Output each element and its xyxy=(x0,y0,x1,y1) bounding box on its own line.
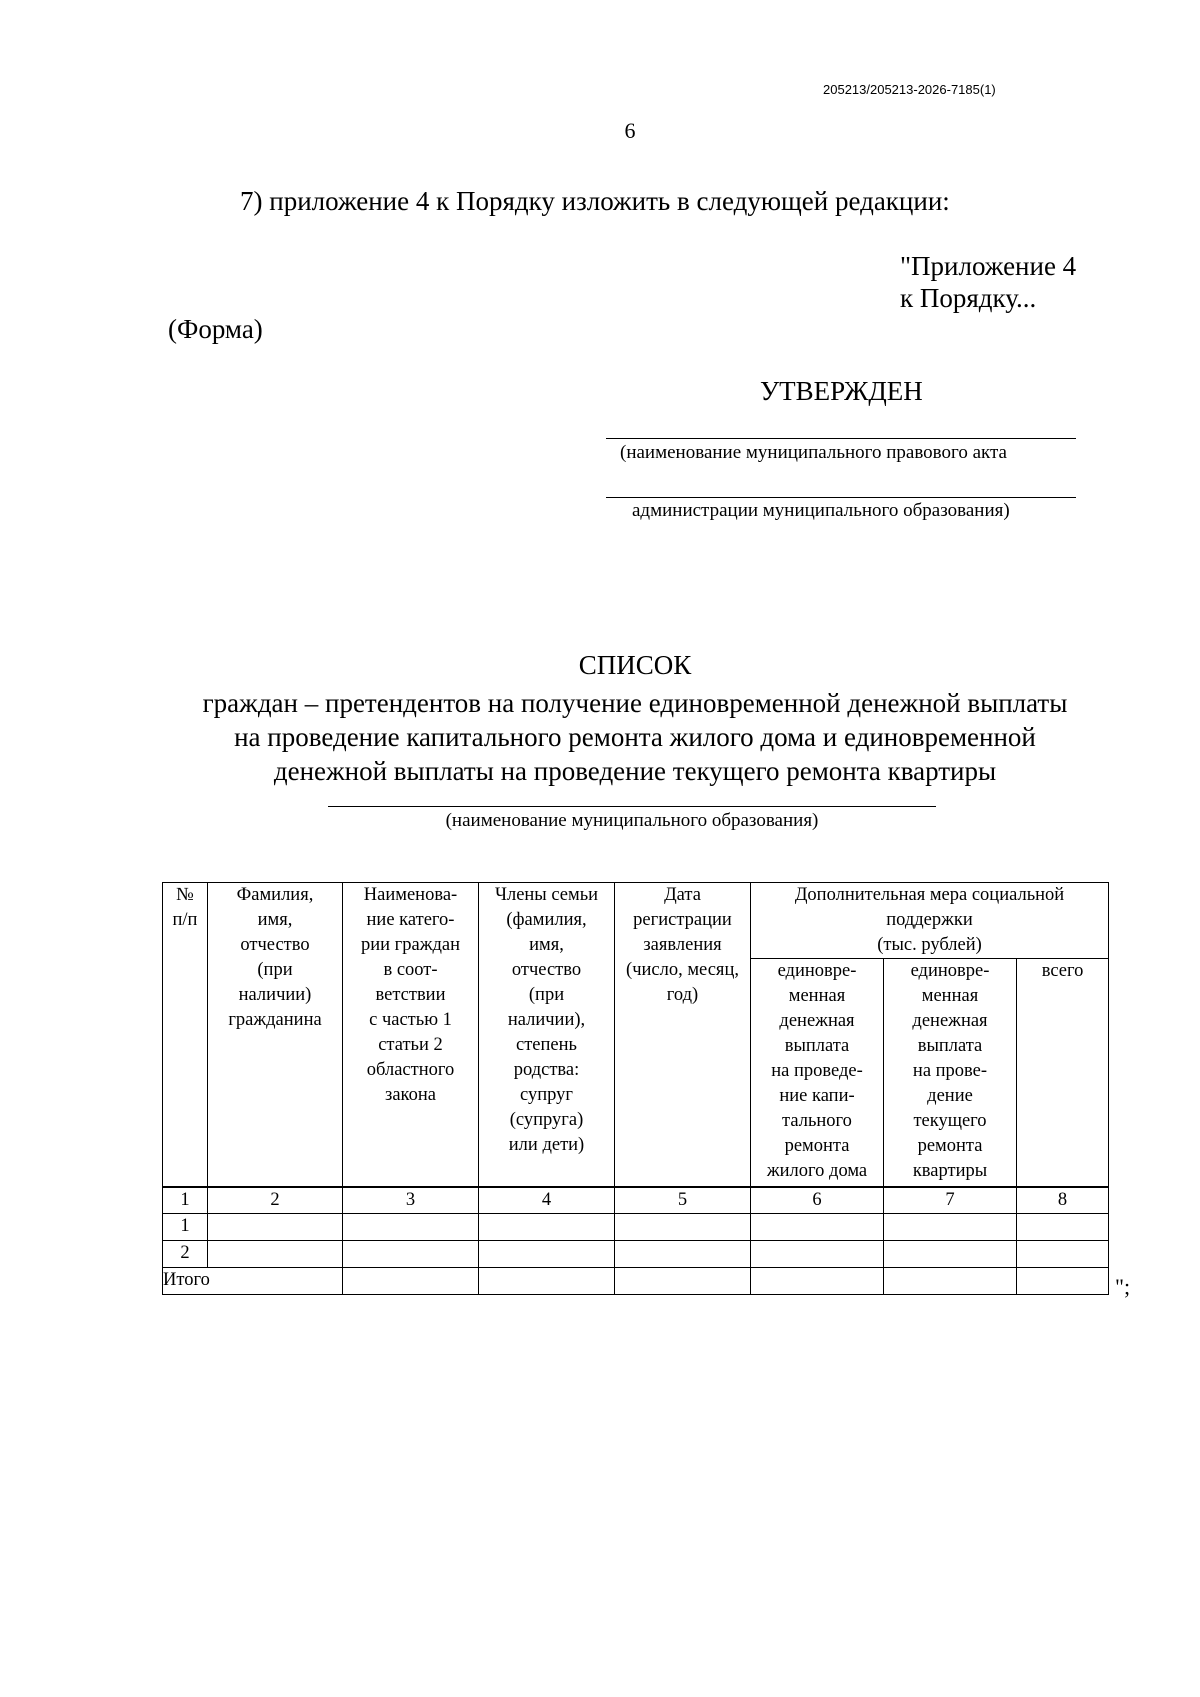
table-row xyxy=(163,1213,1109,1240)
approved-title: УТВЕРЖДЕН xyxy=(760,376,923,406)
header-row-1 xyxy=(163,883,1109,959)
table-cell xyxy=(343,1267,479,1294)
column-number: 3 xyxy=(343,1187,479,1214)
table-cell xyxy=(479,1240,615,1267)
table-cell xyxy=(208,1213,343,1240)
appendix-header xyxy=(900,250,1076,314)
table-cell xyxy=(1017,1213,1109,1240)
header-group-support: Дополнительная мера социальной поддержки (тыс. рублей) xyxy=(751,883,1109,959)
list-subtitle xyxy=(150,686,1120,788)
row-number: 2 xyxy=(163,1240,208,1267)
header-col-full-name: Фамилия, имя, отчество (при наличии) гражданина xyxy=(208,883,343,1187)
column-number: 1 xyxy=(163,1187,208,1214)
table-cell xyxy=(751,1213,884,1240)
column-number: 8 xyxy=(1017,1187,1109,1214)
table-cell xyxy=(884,1267,1017,1294)
appendix-line-2: к Порядку... xyxy=(900,283,1037,313)
list-subtitle-line-2: на проведение капитального ремонта жилого дома и единовременной xyxy=(234,722,1036,752)
list-subtitle-line-3: денежной выплаты на проведение текущего ремонта квартиры xyxy=(273,756,997,786)
table-cell xyxy=(751,1240,884,1267)
table-row xyxy=(163,1240,1109,1267)
column-number: 7 xyxy=(884,1187,1017,1214)
total-row xyxy=(163,1267,1109,1294)
column-number: 2 xyxy=(208,1187,343,1214)
closing-quote: "; xyxy=(1115,1274,1131,1299)
page-number: 6 xyxy=(624,118,636,143)
table-cell xyxy=(884,1240,1017,1267)
column-number: 5 xyxy=(615,1187,751,1214)
header-col-total: всего xyxy=(1017,959,1109,1187)
header-col-number: № п/п xyxy=(163,883,208,1187)
amendment-instruction: 7) приложение 4 к Порядку изложить в следующей редакции: xyxy=(240,186,950,216)
approved-hint-line-2: администрации муниципального образования) xyxy=(632,500,1010,521)
header-col-category: Наименова- ние катего- рии граждан в соот- ветствии с частью 1 статьи 2 областного закона xyxy=(343,883,479,1187)
citizens-table xyxy=(162,882,1109,1295)
table-cell xyxy=(615,1213,751,1240)
form-label: (Форма) xyxy=(168,314,263,344)
column-number: 6 xyxy=(751,1187,884,1214)
table-cell xyxy=(208,1240,343,1267)
table-cell xyxy=(1017,1240,1109,1267)
table-cell xyxy=(884,1213,1017,1240)
approved-signature-line-1 xyxy=(606,438,1076,439)
table-cell xyxy=(479,1213,615,1240)
table-cell xyxy=(343,1240,479,1267)
municipality-line xyxy=(328,806,936,807)
table-cell xyxy=(615,1267,751,1294)
table-cell xyxy=(751,1267,884,1294)
table-cell xyxy=(343,1213,479,1240)
row-number: 1 xyxy=(163,1213,208,1240)
table-cell xyxy=(615,1240,751,1267)
header-col-capital-repair: единовре- менная денежная выплата на проведе- ние капи- тального ремонта жилого дома xyxy=(751,959,884,1187)
total-label: Итого xyxy=(163,1267,343,1294)
column-number-row xyxy=(163,1187,1109,1214)
approved-signature-line-2 xyxy=(606,497,1076,498)
header-col-family-members: Члены семьи (фамилия, имя, отчество (при наличии), степень родства: супруг (супруга) или дети) xyxy=(479,883,615,1187)
header-col-current-repair: единовре- менная денежная выплата на прове- дение текущего ремонта квартиры xyxy=(884,959,1017,1187)
column-number: 4 xyxy=(479,1187,615,1214)
approved-hint-line-1: (наименование муниципального правового акта xyxy=(620,442,1007,463)
list-title: СПИСОК xyxy=(578,650,692,680)
header-col-registration-date: Дата регистрации заявления (число, месяц, год) xyxy=(615,883,751,1187)
appendix-line-1: "Приложение 4 xyxy=(900,251,1077,281)
municipality-hint: (наименование муниципального образования) xyxy=(445,810,819,831)
document-id: 205213/205213-2026-7185(1) xyxy=(823,82,996,97)
table-cell xyxy=(1017,1267,1109,1294)
table-cell xyxy=(479,1267,615,1294)
list-subtitle-line-1: граждан – претендентов на получение единовременной денежной выплаты xyxy=(202,688,1068,718)
